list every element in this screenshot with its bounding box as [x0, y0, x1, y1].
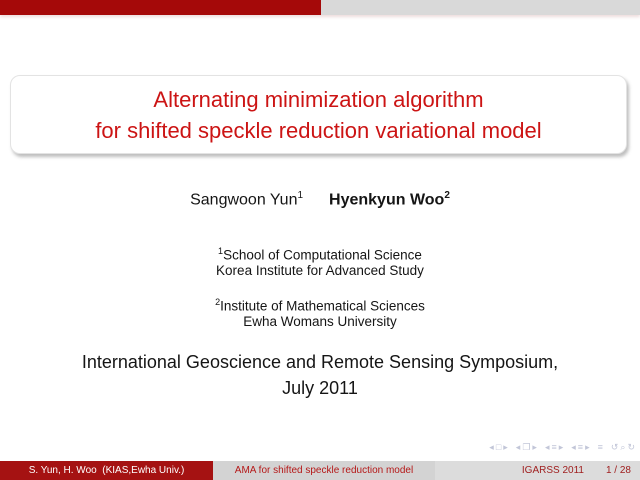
search-icon[interactable]: ⌕	[620, 442, 626, 452]
subsection-prev-icon[interactable]: ◂	[544, 442, 550, 452]
affiliation-1-line2: Korea Institute for Advanced Study	[216, 263, 424, 278]
header-bar-right	[321, 0, 640, 15]
affiliations-block	[0, 244, 640, 329]
header-bars	[0, 0, 640, 15]
footline-shorttitle-box	[213, 461, 435, 480]
footline-conference: IGARSS 2011	[521, 465, 584, 476]
footline-date-page-box	[435, 461, 640, 480]
affiliation-2-mark: 2	[215, 296, 221, 307]
frame-next-icon[interactable]: ▸	[532, 442, 537, 452]
subsection-next-icon[interactable]: ▸	[558, 442, 564, 452]
author-1-affiliation-mark: 1	[297, 190, 304, 201]
conference-date: July 2011	[282, 378, 358, 398]
affiliation-2	[0, 295, 640, 330]
affiliation-1-mark: 1	[218, 246, 224, 256]
section-prev-icon[interactable]: ◂	[571, 442, 576, 452]
affiliation-2-school: Institute of Mathematical Sciences	[220, 298, 425, 313]
footline-authors-box	[0, 461, 213, 480]
title-box	[10, 75, 627, 154]
header-bar-left	[0, 0, 321, 15]
nav-appendix-group	[598, 443, 603, 452]
beamer-navigation-symbols	[489, 443, 635, 452]
nav-section-group	[571, 443, 589, 452]
authors-row	[0, 190, 640, 209]
slide-icon[interactable]: □	[495, 442, 502, 452]
footline-authors: S. Yun, H. Woo (KIAS,Ewha Univ.)	[28, 465, 185, 476]
nav-subsection-group	[545, 443, 563, 452]
affiliation-1-line1	[0, 244, 640, 263]
author-1-name: Sangwoon Yun	[190, 191, 298, 209]
section-icon[interactable]: ≡	[577, 442, 584, 452]
appendix-icon[interactable]: ≡	[597, 442, 603, 452]
author-1	[190, 190, 303, 209]
footline	[0, 461, 640, 480]
affiliation-1	[0, 244, 640, 279]
nav-frame-group	[516, 443, 537, 452]
footline-shorttitle: AMA for shifted speckle reduction model	[234, 465, 414, 476]
conference-name: International Geoscience and Remote Sensing Symposium,	[81, 352, 559, 372]
nav-history-group	[611, 443, 635, 452]
author-2-affiliation-mark: 2	[444, 190, 450, 201]
slide-next-icon[interactable]: ▸	[503, 442, 508, 452]
slide-prev-icon[interactable]: ◂	[489, 442, 494, 452]
subsection-icon[interactable]: ≡	[551, 442, 557, 452]
conference-date-block	[0, 349, 640, 401]
slide-title-line1: Alternating minimization algorithm	[153, 86, 484, 112]
affiliation-1-school: School of Computational Science	[223, 247, 422, 263]
footline-page-number: 1 / 28	[605, 465, 631, 476]
nav-slide-group	[489, 443, 508, 452]
forward-icon[interactable]: ↻	[627, 442, 635, 452]
frame-icon[interactable]: ❐	[522, 442, 531, 452]
affiliation-2-line2: Ewha Womans University	[243, 313, 397, 329]
slide-title-line2: for shifted speckle reduction variational model	[95, 117, 542, 143]
back-icon[interactable]: ↺	[610, 442, 619, 452]
author-2	[329, 190, 450, 209]
section-next-icon[interactable]: ▸	[585, 442, 590, 452]
affiliation-2-line1	[0, 295, 640, 314]
frame-prev-icon[interactable]: ◂	[515, 442, 521, 452]
author-2-name: Hyenkyun Woo	[329, 191, 445, 209]
